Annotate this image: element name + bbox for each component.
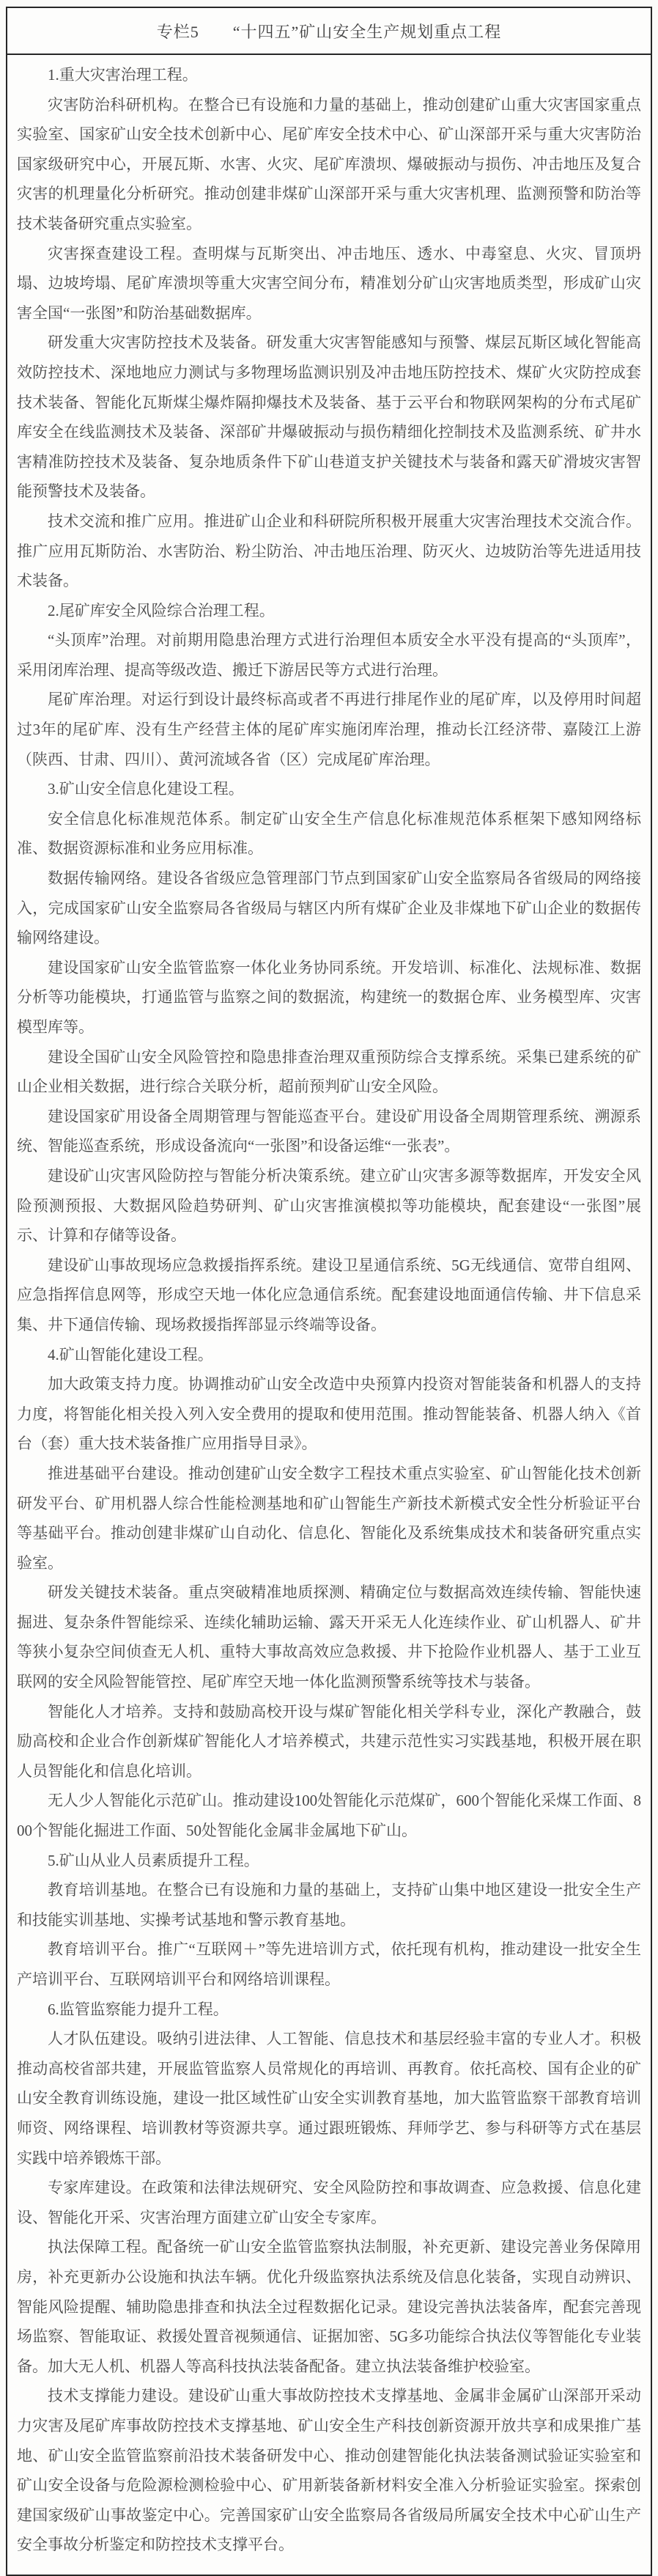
paragraph: 人才队伍建设。吸纳引进法律、人工智能、信息技术和基层经验丰富的专业人才。积极推动高校省部共建，开展监管监察人员常规化的再培训、再教育。依托高校、国有企业的矿山安全教育训练设施，建设一批区域性矿山安全实训教育基地，加大监管监察干部教育培训师资、网络课程、培训教材等资源共享。通过跟班锻炼、拜师学艺、参与科研等方式在基层实践中培养锻炼干部。 bbox=[17, 2030, 641, 2167]
paragraph: 教育培训基地。在整合已有设施和力量的基础上，支持矿山集中地区建设一批安全生产和技能实训基地、实操考试基地和警示教育基地。 bbox=[17, 1881, 641, 1929]
paragraph: 灾害防治科研机构。在整合已有设施和力量的基础上，推动创建矿山重大灾害国家重点实验室、国家矿山安全技术创新中心、尾矿库安全技术中心、矿山深部开采与重大灾害防治国家级研究中心，开展瓦斯、水害、火灾、尾矿库溃坝、爆破振动与损伤、冲击地压及复合灾害的机理量化分析研究。推动创建非煤矿山深部开采与重大灾害机理、监测预警和防治等技术装备研究重点实验室。 bbox=[17, 95, 641, 232]
paragraph: 加大政策支持力度。协调推动矿山安全改造中央预算内投资对智能装备和机器人的支持力度，将智能化相关投入列入安全费用的提取和使用范围。推动智能装备、机器人纳入《首台（套）重大技术装备推广应用指导目录》。 bbox=[17, 1375, 641, 1453]
paragraph: 数据传输网络。建设各省级应急管理部门节点到国家矿山安全监察局各省级局的网络接入，完成国家矿山安全监察局各省级局与辖区内所有煤矿企业及非煤地下矿山企业的数据传输网络建设。 bbox=[17, 869, 641, 947]
paragraph: 6.监管监察能力提升工程。 bbox=[48, 2000, 229, 2018]
paragraph: 研发重大灾害防控技术及装备。研发重大灾害智能感知与预警、煤层瓦斯区域化智能高效防控技术、深地地应力测试与多物理场监测识别及冲击地压防控技术、煤矿火灾防控成套技术装备、智能化瓦斯煤尘爆炸隔抑爆技术及装备、基于云平台和物联网架构的分布式尾矿库安全在线监测技术及装备、深部矿井爆破振动与损伤精细化控制技术及监测系统、矿井水害精准防控技术及装备、复杂地质条件下矿山巷道支护关键技术与装备和露天矿滑坡灾害智能预警技术及装备。 bbox=[17, 334, 641, 501]
paragraph: 3.矿山安全信息化建设工程。 bbox=[48, 780, 244, 798]
planning-column-box bbox=[6, 7, 652, 2576]
paragraph: 无人少人智能化示范矿山。推动建设100处智能化示范煤矿，600个智能化采煤工作面、800个智能化掘进工作面、50处智能化金属非金属地下矿山。 bbox=[17, 1792, 641, 1840]
paragraph: 尾矿库治理。对运行到设计最终标高或者不再进行排尾作业的尾矿库，以及停用时间超过3年的尾矿库、没有生产经营主体的尾矿库实施闭库治理，推动长江经济带、嘉陵江上游（陕西、甘肃、四川）、黄河流域各省（区）完成尾矿库治理。 bbox=[17, 691, 641, 768]
paragraph: 安全信息化标准规范体系。制定矿山安全生产信息化标准规范体系框架下感知网络标准、数据资源标准和业务应用标准。 bbox=[17, 809, 641, 858]
paragraph: “头顶库”治理。对前期用隐患治理方式进行治理但本质安全水平没有提高的“头顶库”，采用闭库治理、提高等级改造、搬迁下游居民等方式进行治理。 bbox=[17, 631, 641, 679]
column-body bbox=[7, 55, 651, 2575]
paragraph: 建设国家矿用设备全周期管理与智能巡查平台。建设矿用设备全周期管理系统、溯源系统、智能巡查系统，形成设备流向“一张图”和设备运维“一张表”。 bbox=[17, 1107, 641, 1155]
paragraph: 1.重大灾害治理工程。 bbox=[48, 66, 198, 84]
paragraph: 建设矿山灾害风险防控与智能分析决策系统。建立矿山灾害多源等数据库，开发安全风险预测预报、大数据风险趋势研判、矿山灾害推演模拟等功能模块，配套建设“一张图”展示、计算和存储等设备。 bbox=[17, 1166, 641, 1245]
paragraph: 研发关键技术装备。重点突破精准地质探测、精确定位与数据高效连续传输、智能快速掘进、复杂条件智能综采、连续化辅助运输、露天开采无人化连续作业、矿山机器人、矿井等狭小复杂空间侦查无人机、重特大事故高效应急救援、井下抢险作业机器人、基于工业互联网的安全风险智能管控、尾矿库空天地一体化监测预警系统等技术与装备。 bbox=[17, 1583, 641, 1691]
paragraph: 推进基础平台建设。推动创建矿山安全数字工程技术重点实验室、矿山智能化技术创新研发平台、矿用机器人综合性能检测基地和矿山智能生产新技术新模式安全性分析验证平台等基础平台。推动创建非煤矿山自动化、信息化、智能化及系统集成技术和装备研究重点实验室。 bbox=[17, 1464, 641, 1572]
paragraph: 技术支撑能力建设。建设矿山重大事故防控技术支撑基地、金属非金属矿山深部开采动力灾害及尾矿库事故防控技术支撑基地、矿山安全生产科技创新资源开放共享和成果推广基地、矿山安全监管监察前沿技术装备研发中心、推动创建智能化执法装备测试验证实验室和矿山安全设备与危险源检测检验中心、矿用新装备新材料安全准入分析验证实验室。探索创建国家级矿山事故鉴定中心。完善国家矿山安全监察局各省级局所属安全技术中心矿山生产安全事故分析鉴定和防控技术支撑平台。 bbox=[17, 2387, 641, 2554]
column-title: 专栏5 “十四五”矿山安全生产规划重点工程 bbox=[7, 8, 651, 55]
paragraph: 4.矿山智能化建设工程。 bbox=[48, 1345, 213, 1364]
paragraph: 智能化人才培养。支持和鼓励高校开设与煤矿智能化相关学科专业，深化产教融合，鼓励高校和企业合作创新煤矿智能化人才培养模式，共建示范性实习实践基地，积极开展在职人员智能化和信息化培训。 bbox=[17, 1702, 641, 1780]
paragraph: 教育培训平台。推广“互联网＋”等先进培训方式，依托现有机构，推动建设一批安全生产培训平台、互联网培训平台和网络培训课程。 bbox=[17, 1940, 641, 1988]
paragraph: 5.矿山从业人员素质提升工程。 bbox=[48, 1851, 259, 1869]
paragraph: 2.尾矿库安全风险综合治理工程。 bbox=[48, 601, 275, 619]
paragraph: 建设全国矿山安全风险管控和隐患排查治理双重预防综合支撑系统。采集已建系统的矿山企业相关数据，进行综合关联分析，超前预判矿山安全风险。 bbox=[17, 1048, 641, 1096]
paragraph: 建设国家矿山安全监管监察一体化业务协同系统。开发培训、标准化、法规标准、数据分析等功能模块，打通监管与监察之间的数据流，构建统一的数据仓库、业务模型库、灾害模型库等。 bbox=[17, 958, 641, 1036]
paragraph: 灾害探查建设工程。查明煤与瓦斯突出、冲击地压、透水、中毒窒息、火灾、冒顶坍塌、边坡垮塌、尾矿库溃坝等重大灾害空间分布，精准划分矿山灾害地质类型，形成矿山灾害全国“一张图”和防治基础数据库。 bbox=[17, 244, 641, 322]
paragraph: 执法保障工程。配备统一矿山安全监管监察执法制服，补充更新、建设完善业务保障用房，补充更新办公设施和执法车辆。优化升级监察执法系统及信息化装备，实现自动辨识、智能风险提醒、辅助隐患排查和执法全过程数据化记录。建设完善执法装备库，配套完善现场监察、智能取证、救援处置音视频通信、证据加密、5G多功能综合执法仪等智能化专业装备。加大无人机、机器人等高科技执法装备配备。建立执法装备维护校验室。 bbox=[17, 2238, 641, 2375]
paragraph: 技术交流和推广应用。推进矿山企业和科研院所积极开展重大灾害治理技术交流合作。推广应用瓦斯防治、水害防治、粉尘防治、冲击地压治理、防灭火、边坡防治等先进适用技术装备。 bbox=[17, 512, 641, 590]
paragraph: 建设矿山事故现场应急救援指挥系统。建设卫星通信系统、5G无线通信、宽带自组网、应急指挥信息网等，形成空天地一体化应急通信系统。配套建设地面通信传输、井下信息采集、井下通信传输、现场救援指挥部显示终端等设备。 bbox=[17, 1256, 641, 1333]
paragraph: 专家库建设。在政策和法律法规研究、安全风险防控和事故调查、应急救援、信息化建设、智能化开采、灾害治理方面建立矿山安全专家库。 bbox=[17, 2179, 641, 2226]
